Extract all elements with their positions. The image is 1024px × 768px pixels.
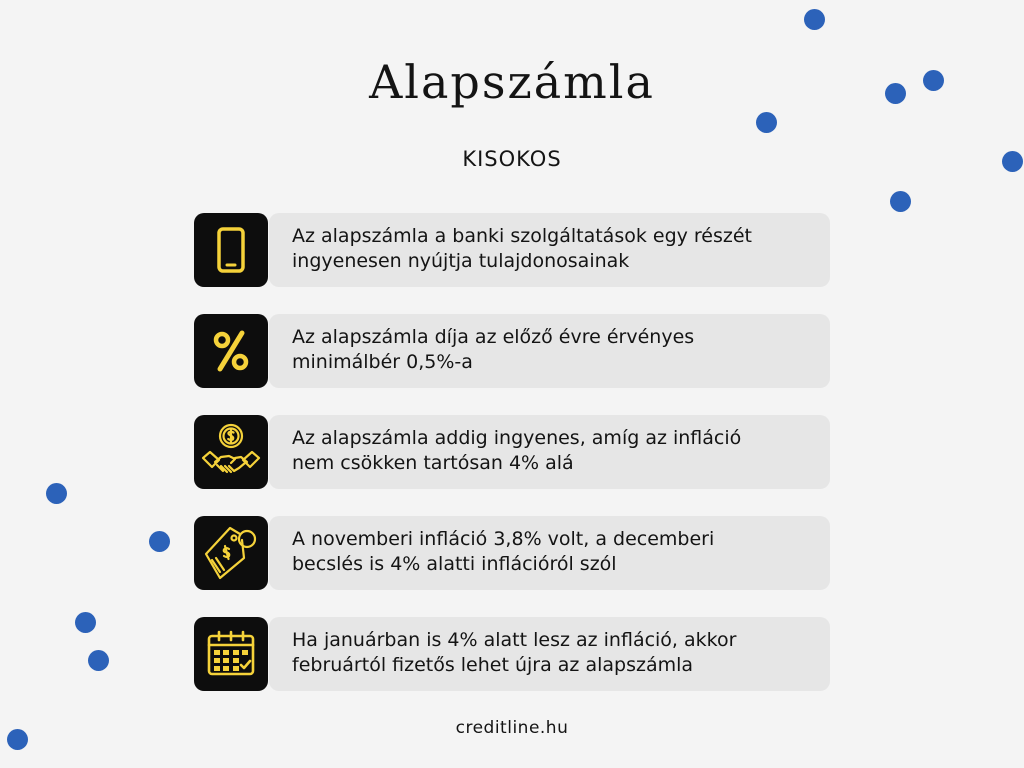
decorative-dot: [46, 483, 67, 504]
info-card: [194, 617, 830, 691]
calendar-icon: [205, 628, 257, 680]
info-text-line: Az alapszámla a banki szolgáltatások egy részét: [292, 225, 753, 247]
decorative-dot: [804, 9, 825, 30]
handshake-coin-icon: [199, 420, 263, 484]
decorative-dot: [149, 531, 170, 552]
info-card: [194, 314, 830, 388]
info-text-line: ingyenesen nyújtja tulajdonosainak: [292, 250, 630, 272]
info-card: [194, 516, 830, 590]
page-subtitle: KISOKOS: [462, 147, 562, 171]
icon-tile: [194, 415, 268, 489]
icon-tile: [194, 314, 268, 388]
info-card-text: [269, 213, 830, 287]
source-footer: creditline.hu: [455, 718, 569, 738]
info-text-line: februártól fizetős lehet újra az alapszámla: [292, 654, 694, 676]
info-card: [194, 213, 830, 287]
info-card: [194, 415, 830, 489]
percent-icon: [206, 326, 256, 376]
decorative-dot: [890, 191, 911, 212]
info-text-line: A novemberi infláció 3,8% volt, a decemberi: [292, 528, 715, 550]
smartphone-icon: [206, 225, 256, 275]
icon-tile: [194, 617, 268, 691]
info-text-line: Az alapszámla addig ingyenes, amíg az infláció: [292, 427, 742, 449]
info-card-text: [269, 617, 830, 691]
icon-tile: [194, 213, 268, 287]
decorative-dot: [88, 650, 109, 671]
info-text-line: Az alapszámla díja az előző évre érvényes: [292, 326, 695, 348]
price-tag-icon: [198, 520, 264, 586]
info-card-text: [269, 314, 830, 388]
decorative-dot: [756, 112, 777, 133]
info-text-line: minimálbér 0,5%-a: [292, 351, 473, 373]
info-card-text: [269, 415, 830, 489]
info-text-line: Ha januárban is 4% alatt lesz az infláció, akkor: [292, 629, 737, 651]
info-text-line: becslés is 4% alatti inflációról szól: [292, 553, 617, 575]
decorative-dot: [75, 612, 96, 633]
info-card-text: [269, 516, 830, 590]
page-title: Alapszámla: [369, 55, 655, 109]
icon-tile: [194, 516, 268, 590]
info-text-line: nem csökken tartósan 4% alá: [292, 452, 574, 474]
